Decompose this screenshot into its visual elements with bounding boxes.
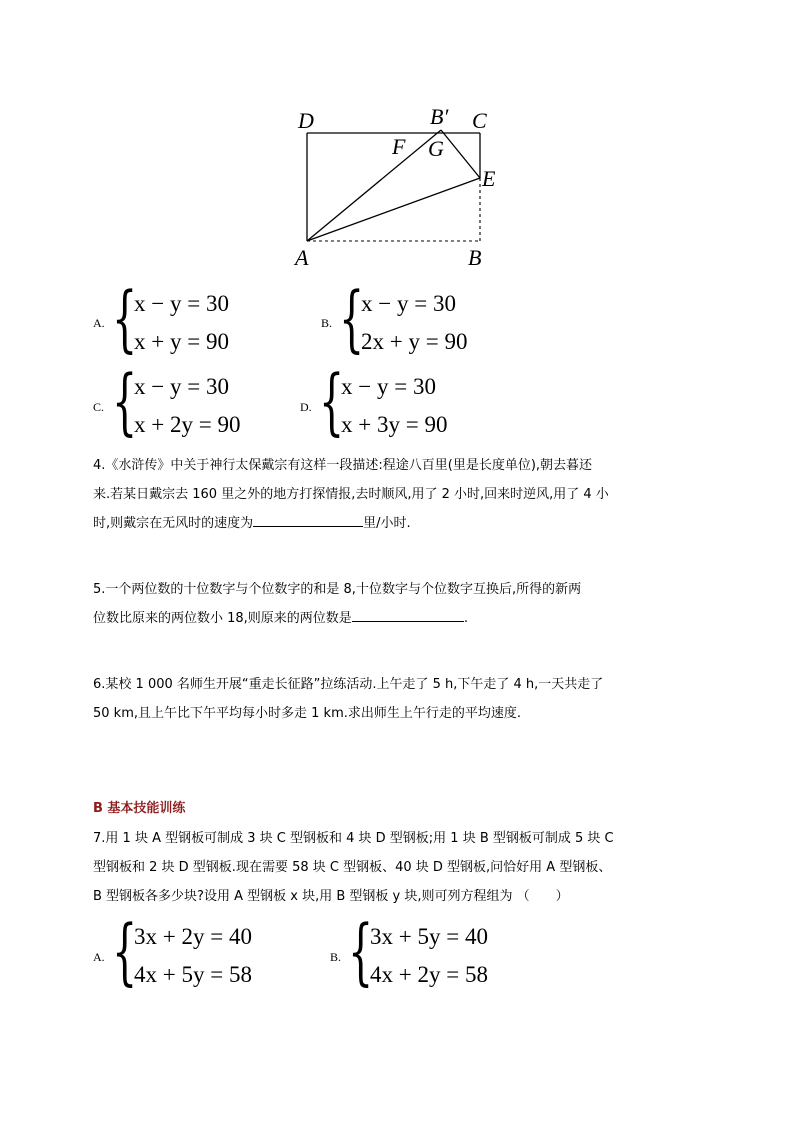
option-a-eq2: x + y = 90 (134, 329, 229, 354)
q5-line2-pre: 位数比原来的两位数小 18,则原来的两位数是 (93, 611, 352, 626)
option-b-eq1: x − y = 30 (361, 291, 456, 316)
q4-line1: 4.《水浒传》中关于神行太保戴宗有这样一段描述:程途八百里(里是长度单位),朝去暮还 (93, 458, 593, 473)
brace-icon: { (348, 909, 374, 993)
q6-line2: 50 km,且上午比下午平均每小时多走 1 km.求出师生上午行走的平均速度. (93, 706, 521, 721)
q7-option-a-system[interactable] (112, 909, 252, 994)
option-d-eq2: x + 3y = 90 (341, 412, 448, 437)
q4-line3 (93, 509, 703, 538)
q4-answer-blank[interactable] (253, 511, 363, 527)
q5-line2-post: . (463, 611, 468, 626)
q7-option-b-eq2: 4x + 2y = 58 (370, 962, 488, 987)
option-c-eq1: x − y = 30 (134, 374, 229, 399)
q7-option-a-eq2: 4x + 5y = 58 (134, 962, 252, 987)
q7-option-b-label[interactable]: B. (330, 950, 342, 964)
brace-icon: { (339, 276, 365, 360)
q7-line3: B 型钢板各多少块?设用 A 型钢板 x 块,用 B 型钢板 y 块,则可列方程组为 （ ） (93, 889, 569, 904)
q4-line2: 来.若某日戴宗去 160 里之外的地方打探情报,去时顺风,用了 2 小时,回来时逆风,用了 4 小 (93, 487, 609, 502)
question-7 (93, 824, 703, 911)
brace-icon: { (112, 359, 138, 443)
question-6 (93, 670, 703, 728)
q7-line1: 7.用 1 块 A 型钢板可制成 3 块 C 型钢板和 4 块 D 型钢板;用 1 块 B 型钢板可制成 5 块 C (93, 831, 614, 846)
label-D: D (298, 108, 314, 133)
q7-option-b-system[interactable] (348, 909, 488, 994)
q6-line1: 6.某校 1 000 名师生开展“重走长征路”拉练活动.上午走了 5 h,下午走了 4 h,一天共走了 (93, 677, 604, 692)
option-b-system[interactable] (339, 276, 468, 361)
brace-icon: { (112, 276, 138, 360)
option-c-eq2: x + 2y = 90 (134, 412, 241, 437)
segment-AE (307, 178, 480, 241)
option-d-eq1: x − y = 30 (341, 374, 436, 399)
label-E: E (482, 166, 496, 191)
q5-line1: 5.一个两位数的十位数字与个位数字的和是 8,十位数字与个位数字互换后,所得的新两 (93, 582, 582, 597)
label-C: C (472, 108, 487, 133)
label-B-prime: B′ (430, 104, 449, 129)
option-c-system[interactable] (112, 359, 241, 444)
geometry-figure (0, 0, 794, 280)
q7-option-b-eq1: 3x + 5y = 40 (370, 924, 488, 949)
option-b-eq2: 2x + y = 90 (361, 329, 468, 354)
option-a-label[interactable]: A. (93, 316, 105, 330)
option-d-label[interactable]: D. (300, 400, 312, 414)
segment-AB-prime (307, 130, 441, 241)
option-a-system[interactable] (112, 276, 229, 361)
brace-icon: { (112, 909, 138, 993)
q7-option-a-eq1: 3x + 2y = 40 (134, 924, 252, 949)
label-G: G (428, 136, 444, 161)
q7-option-a-label[interactable]: A. (93, 950, 105, 964)
q5-line2 (93, 604, 703, 633)
option-a-eq1: x − y = 30 (134, 291, 229, 316)
label-F: F (392, 134, 406, 159)
label-A: A (295, 245, 309, 270)
section-b-heading: B 基本技能训练 (93, 801, 186, 816)
brace-icon: { (319, 359, 345, 443)
option-b-label[interactable]: B. (321, 316, 333, 330)
segment-B-prime-E (441, 130, 480, 178)
option-d-system[interactable] (319, 359, 448, 444)
option-c-label[interactable]: C. (93, 400, 105, 414)
q5-answer-blank[interactable] (352, 606, 464, 622)
question-5 (93, 575, 703, 633)
q4-line3-post: 里/小时. (363, 516, 411, 531)
q7-line2: 型钢板和 2 块 D 型钢板.现在需要 58 块 C 型钢板、40 块 D 型钢板,问恰好用 A 型钢板、 (93, 860, 612, 875)
rectangle-fold-diagram (0, 0, 794, 280)
label-B: B (468, 245, 482, 270)
q4-line3-pre: 时,则戴宗在无风时的速度为 (93, 516, 254, 531)
question-4 (93, 451, 703, 538)
